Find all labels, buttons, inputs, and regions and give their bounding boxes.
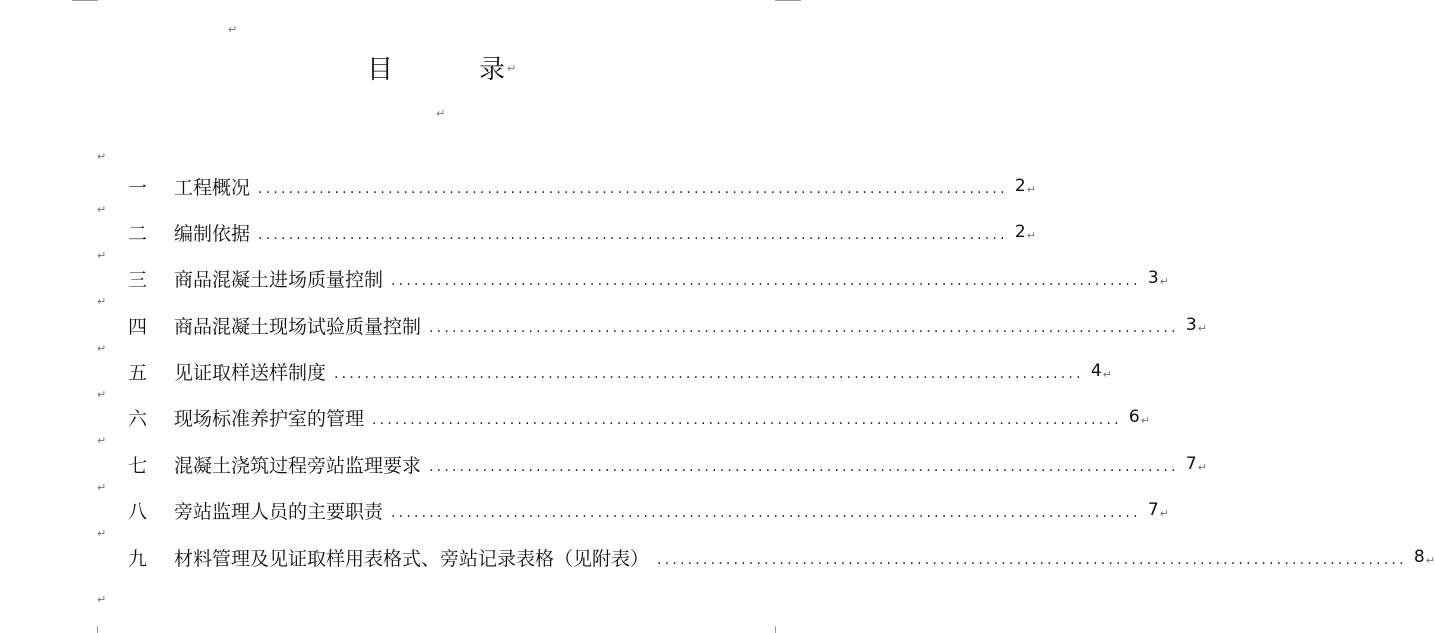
toc-entry-number: 五 — [128, 361, 148, 384]
toc-entry-title: 商品混凝土现场试验质量控制 — [174, 315, 422, 338]
dot-leader: .................................................................................................. — [258, 227, 1008, 243]
dot-leader: .................................................................................................. — [391, 273, 1141, 289]
toc-entry[interactable] — [128, 401, 1150, 433]
dot-leader: .................................................................................................. — [429, 320, 1179, 336]
paragraph-mark: ↵ — [1026, 228, 1036, 242]
paragraph-mark: ↵ — [1102, 367, 1112, 381]
toc-entry-title: 混凝土浇筑过程旁站监理要求 — [174, 454, 422, 477]
dot-leader: .................................................................................................. — [258, 181, 1008, 197]
title-char-2: 录 — [479, 55, 506, 85]
toc-entry[interactable] — [128, 309, 1207, 341]
paragraph-mark: ↵ — [1026, 182, 1036, 196]
toc-entry-number: 八 — [128, 500, 148, 523]
toc-entry-page: 8 — [1413, 547, 1425, 567]
paragraph-mark: ↵ — [97, 593, 107, 606]
dot-leader: .................................................................................................. — [429, 459, 1179, 475]
toc-entry-page: 3 — [1147, 268, 1159, 288]
paragraph-mark: ↵ — [1197, 460, 1207, 474]
toc-entry[interactable] — [128, 541, 1435, 573]
paragraph-mark: ↵ — [97, 249, 107, 262]
paragraph-mark: ↵ — [97, 388, 107, 401]
paragraph-mark: ↵ — [97, 481, 107, 494]
paragraph-mark: ↵ — [97, 527, 107, 540]
toc-entry-number: 二 — [128, 222, 148, 245]
toc-entry-page: 2 — [1014, 176, 1026, 196]
toc-entry[interactable] — [128, 170, 1036, 202]
toc-entry[interactable] — [128, 355, 1112, 387]
toc-entry-page: 7 — [1147, 500, 1159, 520]
paragraph-mark: ↵ — [1140, 413, 1150, 427]
dot-leader: .................................................................................................. — [334, 366, 1084, 382]
crop-mark-bottom-right — [775, 626, 776, 633]
paragraph-mark: ↵ — [1159, 274, 1169, 288]
toc-entry-title: 旁站监理人员的主要职责 — [174, 500, 384, 523]
toc-entry-number: 三 — [128, 268, 148, 291]
paragraph-mark: ↵ — [1159, 506, 1169, 520]
paragraph-mark: ↵ — [97, 150, 107, 163]
toc-entry-page: 7 — [1185, 454, 1197, 474]
paragraph-mark: ↵ — [97, 295, 107, 308]
paragraph-mark: ↵ — [507, 62, 517, 75]
crop-mark-bottom-left — [97, 626, 98, 633]
paragraph-mark: ↵ — [1425, 553, 1435, 567]
dot-leader: .................................................................................................. — [391, 505, 1141, 521]
toc-entry-title: 现场标准养护室的管理 — [174, 407, 365, 430]
toc-entry-number: 六 — [128, 407, 148, 430]
toc-entry-title: 材料管理及见证取样用表格式、旁站记录表格（见附表） — [174, 547, 650, 570]
toc-entry[interactable] — [128, 216, 1036, 248]
toc-entry-title: 工程概况 — [174, 176, 251, 199]
paragraph-mark: ↵ — [97, 434, 107, 447]
title-char-1: 目 — [367, 55, 394, 85]
toc-entry-number: 九 — [128, 547, 148, 570]
toc-entry[interactable] — [128, 494, 1169, 526]
paragraph-mark: ↵ — [228, 23, 238, 36]
paragraph-mark: ↵ — [436, 107, 446, 120]
toc-entry-page: 2 — [1014, 222, 1026, 242]
toc-entry[interactable] — [128, 448, 1207, 480]
crop-mark-top-left — [72, 0, 98, 1]
toc-entry-page: 4 — [1090, 361, 1102, 381]
toc-entry-page: 6 — [1128, 407, 1140, 427]
toc-entry-page: 3 — [1185, 315, 1197, 335]
toc-entry-number: 七 — [128, 454, 148, 477]
dot-leader: .................................................................................................. — [372, 412, 1122, 428]
toc-entry-title: 编制依据 — [174, 222, 251, 245]
toc-entry-title: 商品混凝土进场质量控制 — [174, 268, 384, 291]
paragraph-mark: ↵ — [97, 203, 107, 216]
toc-entry-number: 四 — [128, 315, 148, 338]
toc-entry[interactable] — [128, 262, 1169, 294]
dot-leader: .................................................................................................. — [657, 552, 1407, 568]
crop-mark-top-right — [775, 0, 801, 1]
toc-entry-number: 一 — [128, 176, 148, 199]
toc-entry-title: 见证取样送样制度 — [174, 361, 327, 384]
paragraph-mark: ↵ — [97, 342, 107, 355]
paragraph-mark: ↵ — [1197, 321, 1207, 335]
